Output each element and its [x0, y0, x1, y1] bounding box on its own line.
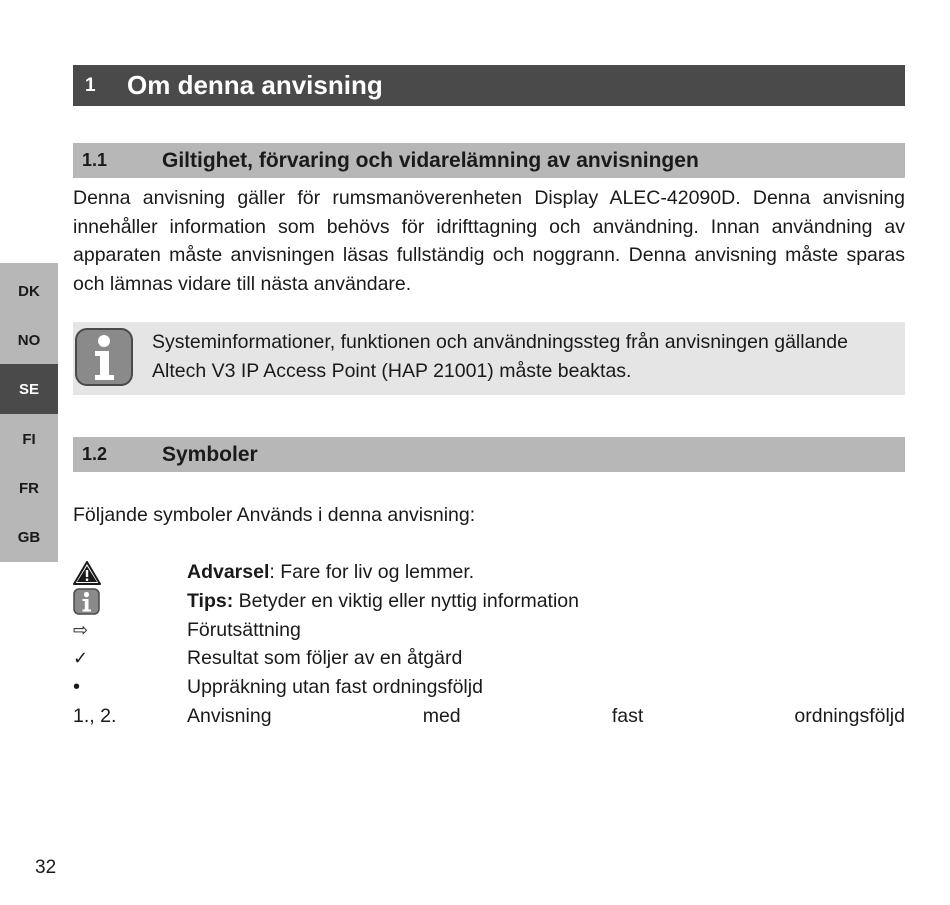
numbered-description — [187, 702, 905, 731]
symbol-description: : Fare for liv og lemmer. — [269, 561, 475, 583]
note-text: Systeminformationer, funktionen och användningssteg från anvisningen gällande Altech V3 IP Access Point (HAP 21001) måste beaktas. — [152, 331, 848, 382]
tab-fr[interactable]: FR — [19, 479, 39, 497]
info-icon — [74, 327, 134, 392]
section-title: Symboler — [162, 442, 258, 466]
symbol-label: Advarsel — [187, 561, 270, 583]
tab-se[interactable]: SE — [0, 364, 58, 414]
word: med — [422, 705, 461, 727]
validity-paragraph: Denna anvisning gäller för rumsmanöverenheten Display ALEC-42090D. Denna anvisning innehåller information som behövs för idrifttagning och användning. Innan användning av apparaten måste anvisningen läsas fullständig och noggrann. Denna anvisning måste sparas och lämnas vidare till nästa användare. — [73, 187, 905, 295]
list-item — [73, 587, 905, 616]
bullet-icon: • — [73, 676, 81, 698]
word: ordningsföljd — [794, 705, 905, 727]
section-number: 1.2 — [82, 444, 108, 464]
list-item — [73, 644, 905, 673]
list-item — [73, 673, 905, 702]
symbols-intro: Följande symboler Används i denna anvisning: — [73, 504, 476, 526]
list-item — [73, 616, 905, 645]
warning-triangle-icon — [73, 558, 183, 587]
symbol-description: Förutsättning — [187, 619, 301, 641]
chapter-heading — [73, 65, 905, 106]
numbered-marker: 1., 2. — [73, 705, 117, 727]
symbol-description: Resultat som följer av en åtgärd — [187, 647, 463, 669]
symbol-description: Uppräkning utan fast ordningsföljd — [187, 676, 483, 698]
info-icon — [73, 587, 183, 616]
tab-fi[interactable]: FI — [22, 430, 36, 448]
tab-gb[interactable]: GB — [17, 528, 41, 546]
symbol-description: Betyder en viktig eller nyttig information — [233, 590, 579, 612]
arrow-right-icon: ⇨ — [73, 620, 89, 641]
chapter-number: 1 — [85, 74, 96, 96]
word: Anvisning — [187, 705, 272, 727]
list-item — [73, 558, 905, 587]
page-number: 32 — [35, 857, 57, 878]
word: fast — [611, 705, 644, 727]
tab-dk[interactable]: DK — [18, 282, 40, 300]
symbol-label: Tips: — [187, 590, 234, 612]
section-number: 1.1 — [82, 150, 108, 170]
info-note — [73, 322, 905, 395]
checkmark-icon: ✓ — [73, 648, 89, 669]
language-tabs — [0, 263, 58, 562]
chapter-title: Om denna anvisning — [127, 70, 383, 100]
list-item — [73, 702, 905, 731]
tab-no[interactable]: NO — [17, 331, 41, 349]
section-heading-1-1 — [73, 143, 905, 178]
section-heading-1-2 — [73, 437, 905, 472]
section-title: Giltighet, förvaring och vidarelämning av anvisningen — [162, 148, 699, 172]
